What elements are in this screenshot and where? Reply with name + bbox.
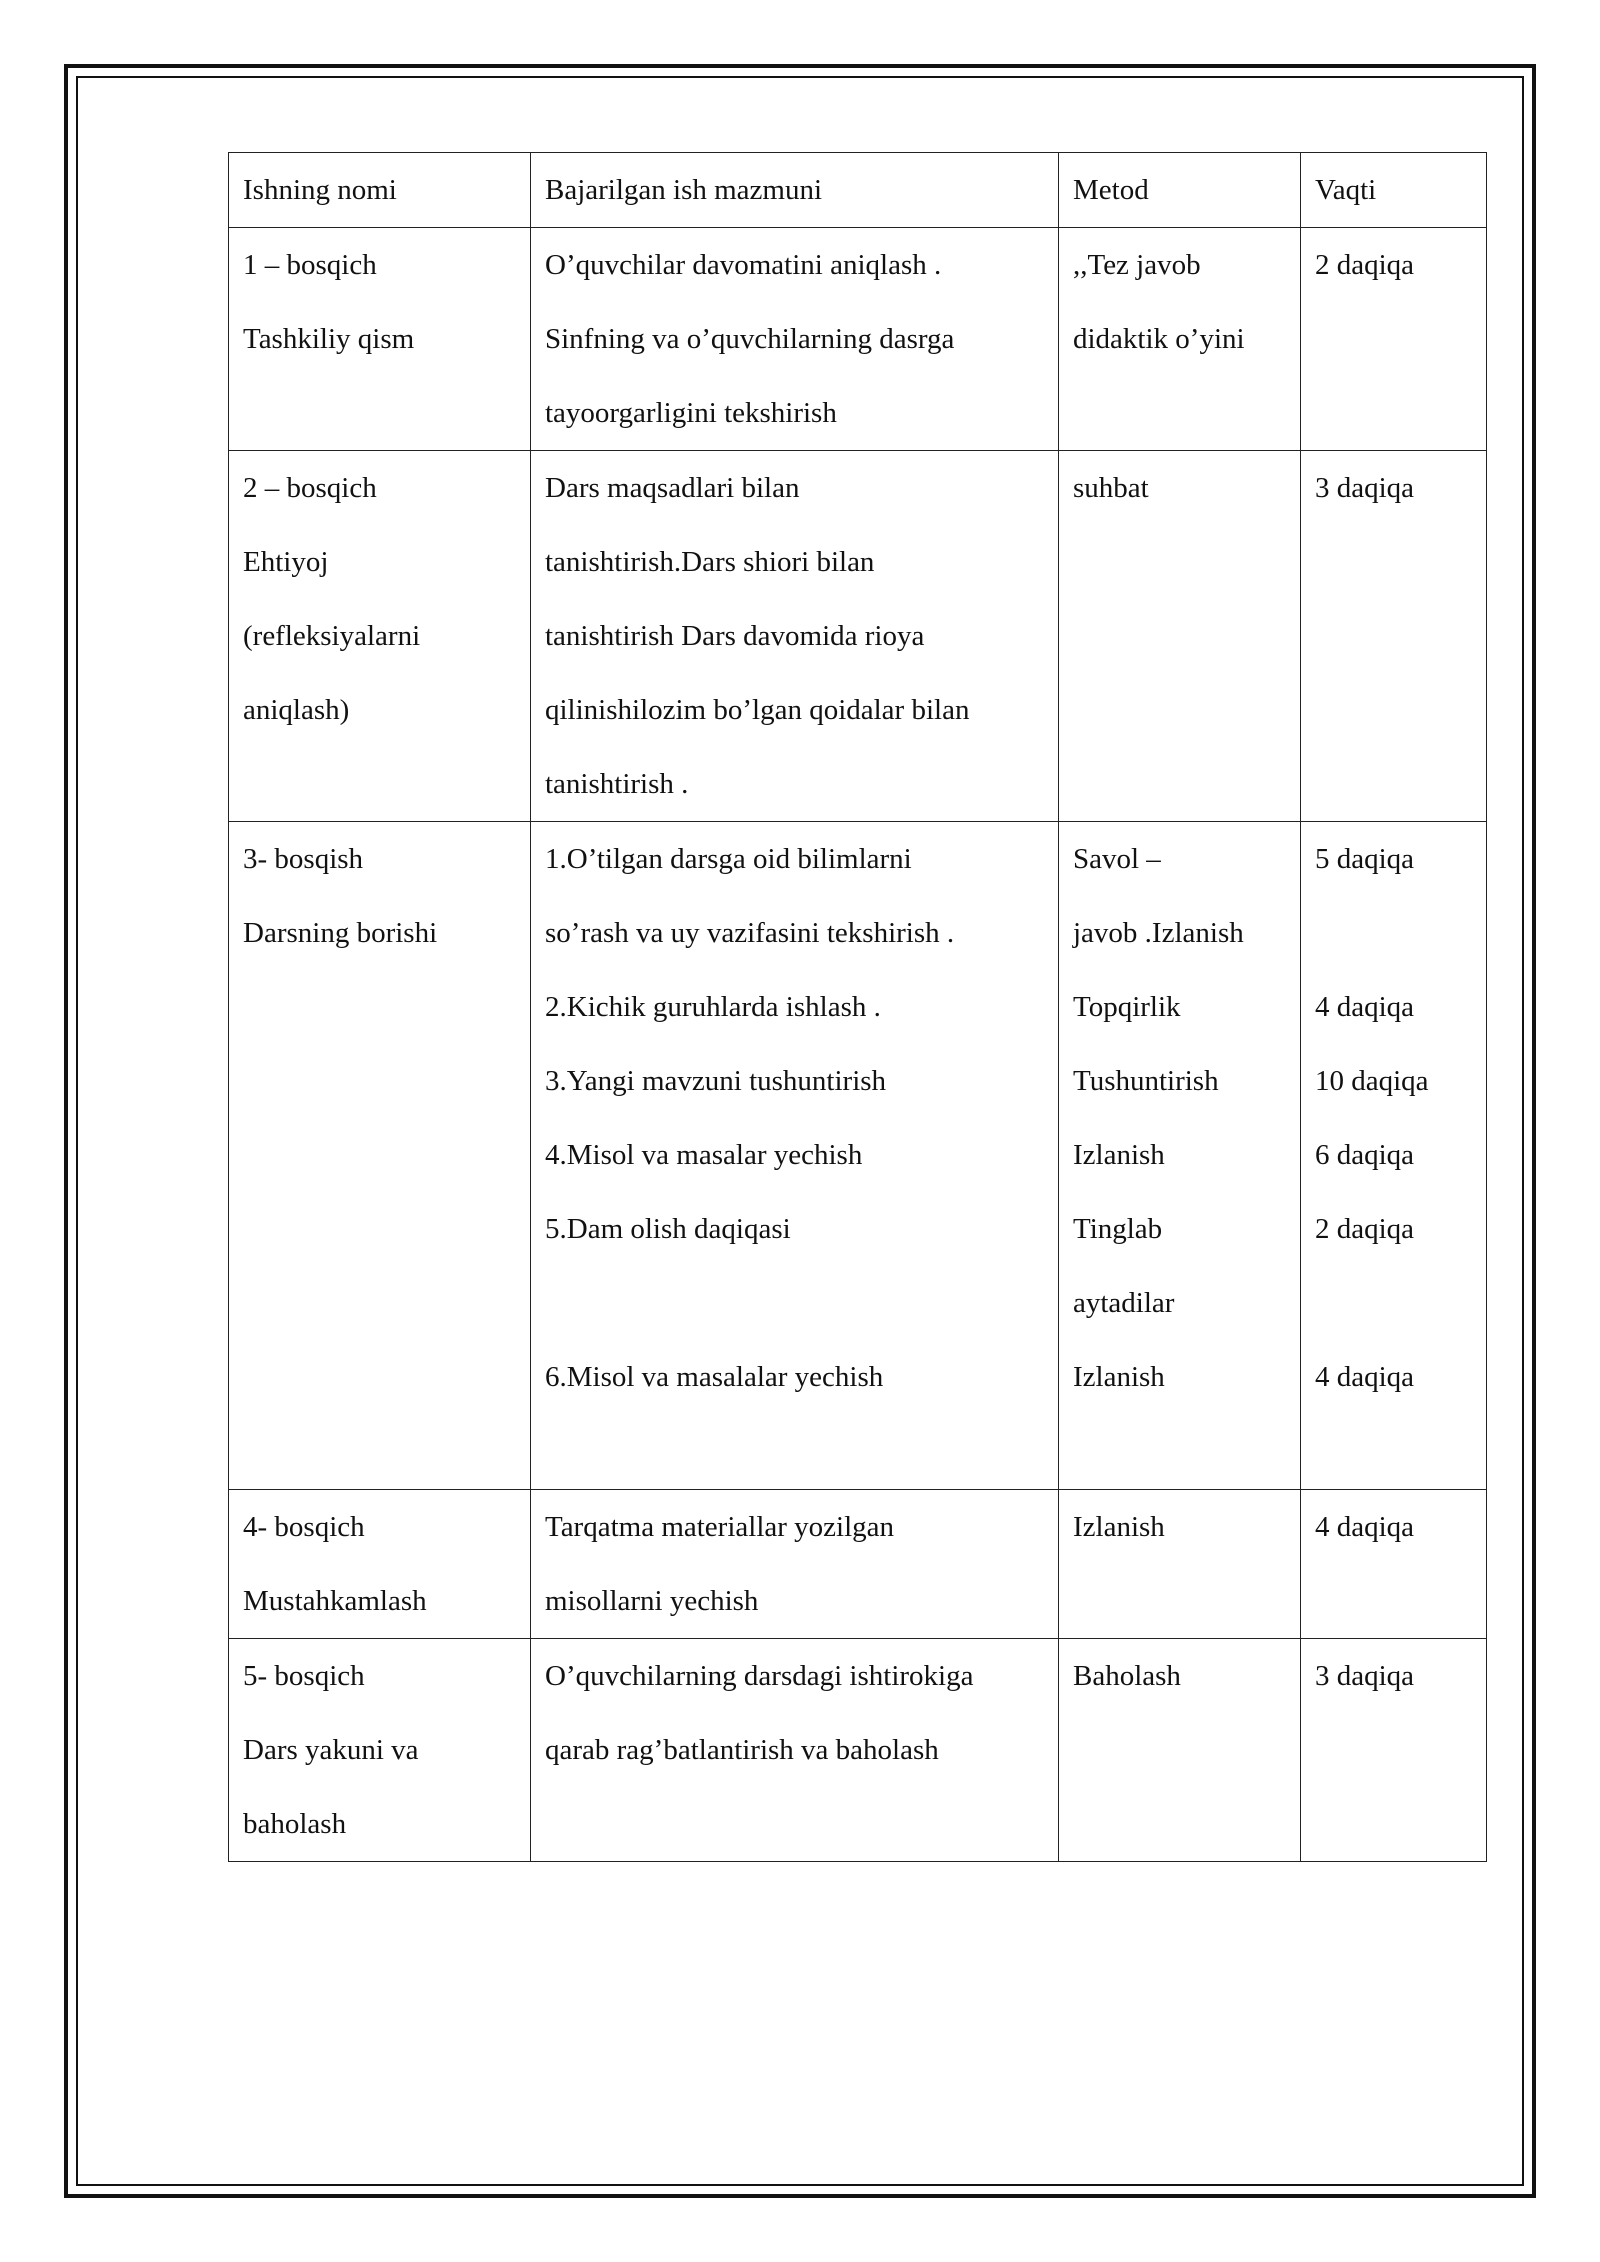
stage-name-line: 1 – bosqich bbox=[243, 249, 377, 281]
content-line: 2.Kichik guruhlarda ishlash . bbox=[545, 991, 881, 1023]
stage-name-line: 5- bosqich bbox=[243, 1660, 365, 1692]
time-line: 10 daqiqa bbox=[1315, 1065, 1429, 1097]
header-cell-work-name: Ishning nomi bbox=[229, 153, 531, 228]
method-line: ,,Tez javob bbox=[1073, 249, 1201, 281]
content-line: tanishtirish.Dars shiori bilan bbox=[545, 546, 875, 578]
content-cell bbox=[531, 1490, 1059, 1639]
stage-name-line: baholash bbox=[243, 1808, 347, 1840]
time-line: 4 daqiqa bbox=[1315, 1511, 1415, 1543]
time-cell bbox=[1301, 1490, 1487, 1639]
table-row bbox=[229, 1490, 1487, 1639]
time-cell bbox=[1301, 822, 1487, 1490]
method-line: Izlanish bbox=[1073, 1511, 1165, 1543]
time-cell bbox=[1301, 228, 1487, 451]
content-line: O’quvchilar davomatini aniqlash . bbox=[545, 249, 942, 281]
method-line: Topqirlik bbox=[1073, 991, 1181, 1023]
time-line: 4 daqiqa bbox=[1315, 1361, 1415, 1393]
method-line: Savol – bbox=[1073, 843, 1161, 875]
time-spacer bbox=[1315, 1266, 1472, 1340]
stage-name-line: 3- bosqish bbox=[243, 843, 364, 875]
time-line: 2 daqiqa bbox=[1315, 249, 1415, 281]
method-line: Tushuntirish bbox=[1073, 1065, 1219, 1097]
table-row bbox=[229, 822, 1487, 1490]
content-line: 3.Yangi mavzuni tushuntirish bbox=[545, 1065, 887, 1097]
time-cell bbox=[1301, 451, 1487, 822]
time-line: 4 daqiqa bbox=[1315, 991, 1415, 1023]
content-line: misollarni yechish bbox=[545, 1585, 759, 1617]
content-line: tayoorgarligini tekshirish bbox=[545, 397, 837, 429]
method-cell bbox=[1059, 1639, 1301, 1862]
stage-name-line: (refleksiyalarni bbox=[243, 620, 421, 652]
stage-name-cell bbox=[229, 451, 531, 822]
time-cell bbox=[1301, 1639, 1487, 1862]
content-line: Tarqatma materiallar yozilgan bbox=[545, 1511, 895, 1543]
method-line: didaktik o’yini bbox=[1073, 323, 1245, 355]
header-cell-work-content: Bajarilgan ish mazmuni bbox=[531, 153, 1059, 228]
stage-name-cell bbox=[229, 1639, 531, 1862]
content-line: so’rash va uy vazifasini tekshirish . bbox=[545, 917, 955, 949]
content-line: 1.O’tilgan darsga oid bilimlarni bbox=[545, 843, 912, 875]
stage-name-cell bbox=[229, 228, 531, 451]
table-row bbox=[229, 1639, 1487, 1862]
content-line: 6.Misol va masalalar yechish bbox=[545, 1361, 884, 1393]
content-line: qarab rag’batlantirish va baholash bbox=[545, 1734, 939, 1766]
stage-name-cell bbox=[229, 1490, 531, 1639]
lesson-plan-table bbox=[228, 152, 1487, 1862]
method-cell bbox=[1059, 822, 1301, 1490]
stage-name-line: Ehtiyoj bbox=[243, 546, 329, 578]
method-cell bbox=[1059, 1490, 1301, 1639]
table-row bbox=[229, 451, 1487, 822]
content-cell bbox=[531, 228, 1059, 451]
method-line: javob .Izlanish bbox=[1073, 917, 1244, 949]
content-spacer bbox=[545, 1266, 1044, 1340]
content-line: qilinishilozim bo’lgan qoidalar bilan bbox=[545, 694, 970, 726]
stage-name-line: Dars yakuni va bbox=[243, 1734, 419, 1766]
stage-name-cell bbox=[229, 822, 531, 1490]
time-line: 3 daqiqa bbox=[1315, 1660, 1415, 1692]
table-header-row bbox=[229, 153, 1487, 228]
method-line: Tinglab bbox=[1073, 1213, 1163, 1245]
content-cell bbox=[531, 1639, 1059, 1862]
stage-name-line: Mustahkamlash bbox=[243, 1585, 427, 1617]
method-line: Izlanish bbox=[1073, 1139, 1165, 1171]
time-line: 6 daqiqa bbox=[1315, 1139, 1415, 1171]
time-line: 2 daqiqa bbox=[1315, 1213, 1415, 1245]
method-cell bbox=[1059, 451, 1301, 822]
content-cell bbox=[531, 451, 1059, 822]
content-line: Dars maqsadlari bilan bbox=[545, 472, 800, 504]
content-line: 4.Misol va masalar yechish bbox=[545, 1139, 863, 1171]
table-row bbox=[229, 228, 1487, 451]
method-cell bbox=[1059, 228, 1301, 451]
stage-name-line: Darsning borishi bbox=[243, 917, 438, 949]
content-line: Sinfning va o’quvchilarning dasrga bbox=[545, 323, 955, 355]
method-line: Baholash bbox=[1073, 1660, 1181, 1692]
stage-name-line: 2 – bosqich bbox=[243, 472, 377, 504]
content-line: O’quvchilarning darsdagi ishtirokiga bbox=[545, 1660, 974, 1692]
content-line: 5.Dam olish daqiqasi bbox=[545, 1213, 791, 1245]
time-line: 3 daqiqa bbox=[1315, 472, 1415, 504]
header-cell-method: Metod bbox=[1059, 153, 1301, 228]
time-line: 5 daqiqa bbox=[1315, 843, 1415, 875]
method-line: aytadilar bbox=[1073, 1287, 1175, 1319]
stage-name-line: 4- bosqich bbox=[243, 1511, 365, 1543]
time-spacer bbox=[1315, 896, 1472, 970]
content-cell bbox=[531, 822, 1059, 1490]
content-line: tanishtirish Dars davomida rioya bbox=[545, 620, 925, 652]
stage-name-line: Tashkiliy qism bbox=[243, 323, 415, 355]
header-cell-time: Vaqti bbox=[1301, 153, 1487, 228]
method-line: Izlanish bbox=[1073, 1361, 1165, 1393]
stage-name-line: aniqlash) bbox=[243, 694, 350, 726]
content-line: tanishtirish . bbox=[545, 768, 689, 800]
method-line: suhbat bbox=[1073, 472, 1149, 504]
